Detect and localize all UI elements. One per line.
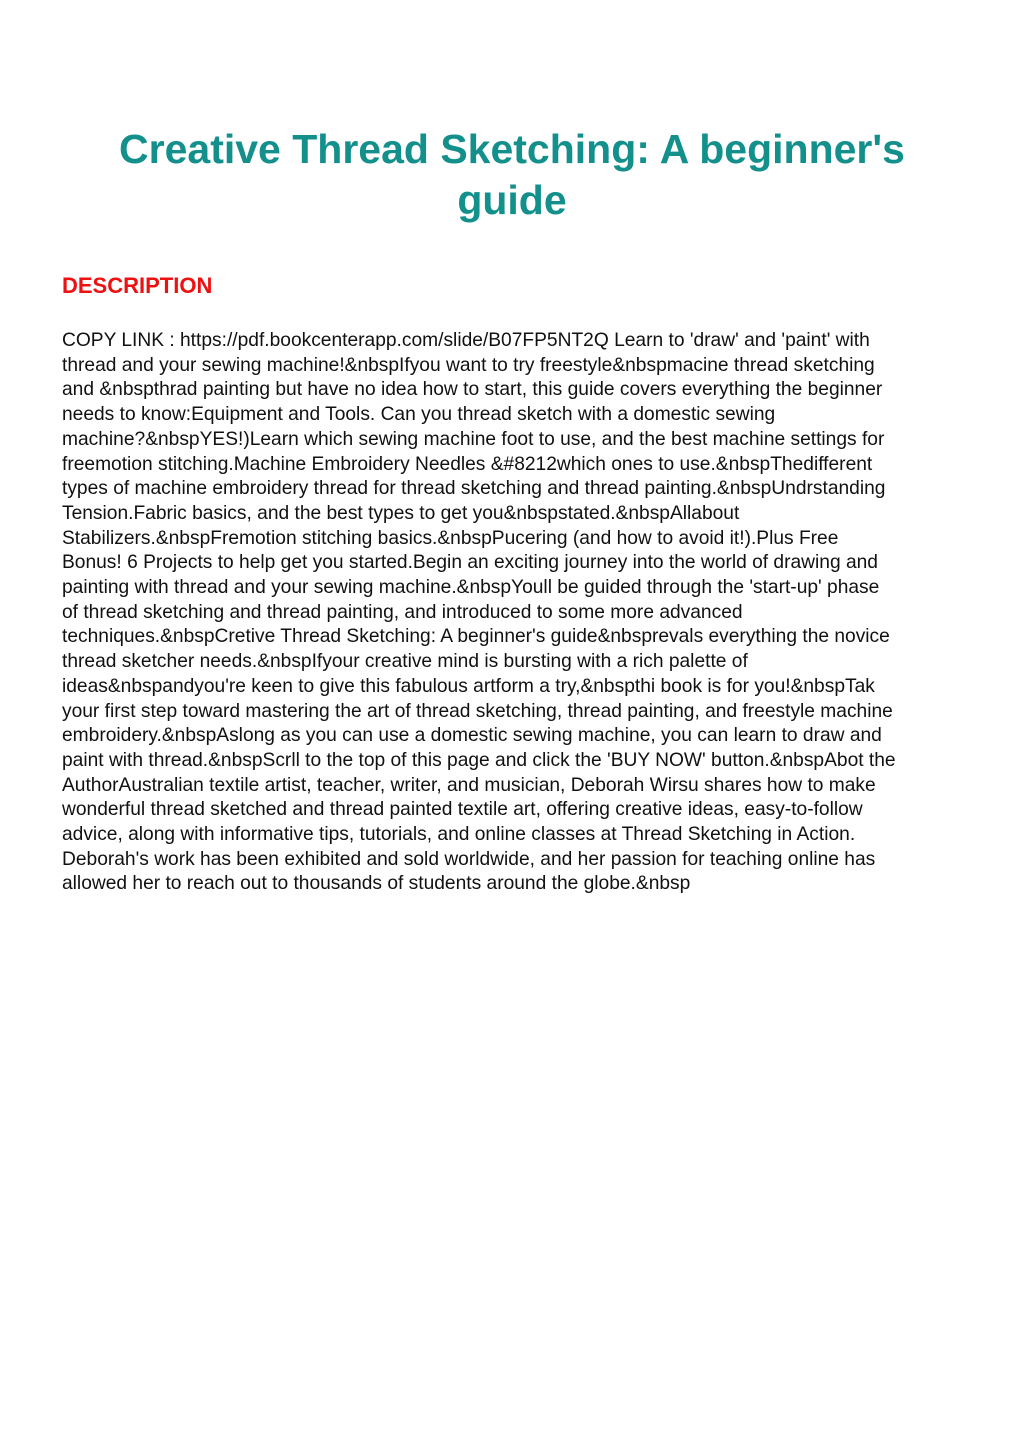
- description-body: COPY LINK : https://pdf.bookcenterapp.com/slide/B07FP5NT2Q Learn to 'draw' and 'paint' with thread and your sewing machine!&nbspIfyou want to try freestyle&nbspmacine thread sketching and &nbspthrad painting but have no idea how to start, this guide covers everything the beginner needs to know:Equipment and Tools. Can you thread sketch with a domestic sewing machine?&nbspYES!)Learn which sewing machine foot to use, and the best machine settings for freemotion stitching.Machine Embroidery Needles &#8212which ones to use.&nbspThedifferent types of machine embroidery thread for thread sketching and thread painting.&nbspUndrstanding Tension.Fabric basics, and the best types to get you&nbspstated.&nbspAllabout Stabilizers.&nbspFremotion stitching basics.&nbspPucering (and how to avoid it!).Plus Free Bonus! 6 Projects to help get you started.Begin an exciting journey into the world of drawing and painting with thread and your sewing machine.&nbspYoull be guided through the 'start-up' phase of thread sketching and thread painting, and introduced to some more advanced techniques.&nbspCretive Thread Sketching: A beginner's guide&nbsprevals everything the novice thread sketcher needs.&nbspIfyour creative mind is bursting with a rich palette of ideas&nbspandyou're keen to give this fabulous artform a try,&nbspthi book is for you!&nbspTak your first step toward mastering the art of thread sketching, thread painting, and freestyle machine embroidery.&nbspAslong as you can use a domestic sewing machine, you can learn to draw and paint with thread.&nbspScrll to the top of this page and click the 'BUY NOW' button.&nbspAbot the AuthorAustralian textile artist, teacher, writer, and musician, Deborah Wirsu shares how to make wonderful thread sketched and thread painted textile art, offering creative ideas, easy-to-follow advice, along with informative tips, tutorials, and online classes at Thread Sketching in Action. Deborah's work has been exhibited and sold worldwide, and her passion for teaching online has allowed her to reach out to thousands of students around the globe.&nbsp: [62, 330, 896, 895]
- page-title: Creative Thread Sketching: A beginner's guide: [119, 126, 905, 223]
- description-heading: DESCRIPTION: [62, 273, 213, 298]
